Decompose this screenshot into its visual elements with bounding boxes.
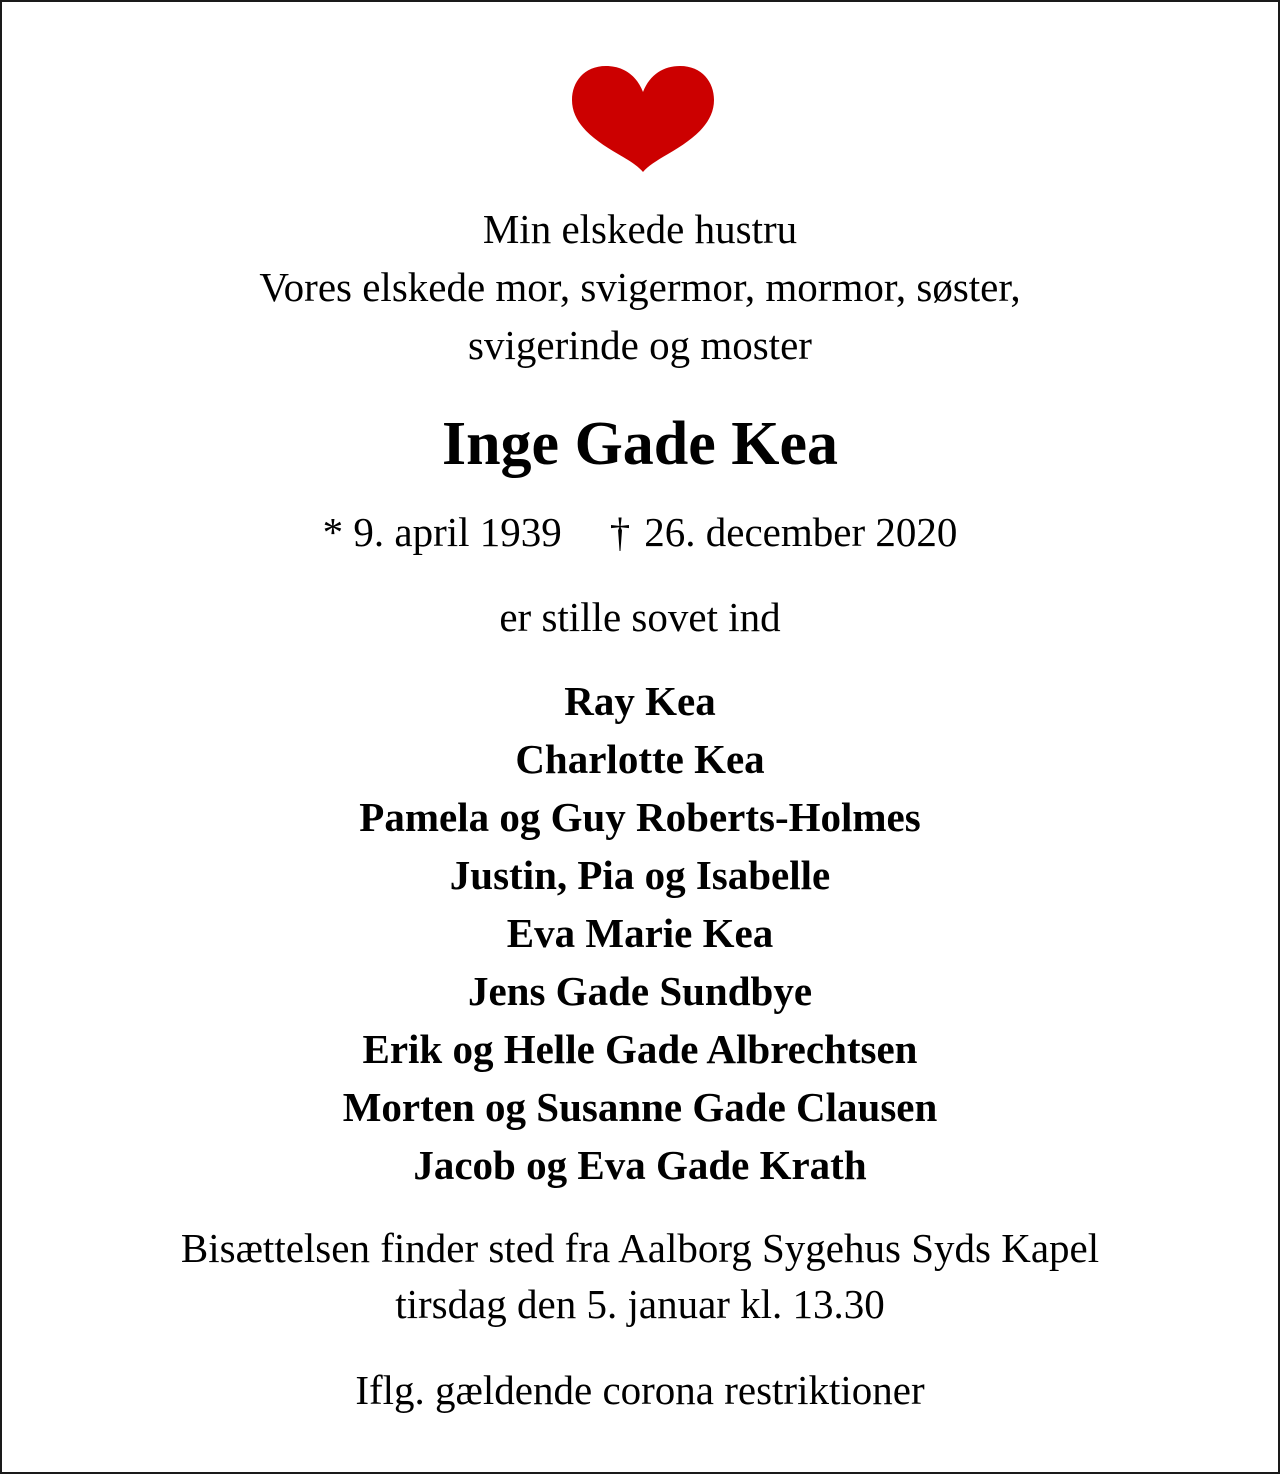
birth-symbol: * <box>322 509 344 555</box>
survivor-name: Charlotte Kea <box>515 736 765 782</box>
survivor-name: Pamela og Guy Roberts-Holmes <box>359 794 921 840</box>
survivor-name: Jacob og Eva Gade Krath <box>413 1142 867 1188</box>
intro-text <box>2 200 1278 374</box>
survivors-list <box>2 672 1278 1194</box>
restriction-note: Iflg. gældende corona restriktioner <box>355 1367 925 1413</box>
passed-text: er stille sovet ind <box>499 594 781 640</box>
life-dates <box>2 502 1278 562</box>
survivor-name: Justin, Pia og Isabelle <box>449 852 831 898</box>
survivor-name: Eva Marie Kea <box>506 910 774 956</box>
deceased-name: Inge Gade Kea <box>441 410 839 478</box>
survivor-name: Erik og Helle Gade Albrechtsen <box>362 1026 918 1072</box>
survivor-name: Morten og Susanne Gade Clausen <box>342 1084 938 1130</box>
death-date: 26. december 2020 <box>644 509 958 555</box>
intro-line: Vores elskede mor, svigermor, mormor, søster, <box>259 264 1021 310</box>
intro-line: Min elskede hustru <box>482 206 798 252</box>
funeral-details <box>2 1220 1278 1332</box>
birth-date: 9. april 1939 <box>353 509 562 555</box>
funeral-location: Bisættelsen finder sted fra Aalborg Sygehus Syds Kapel <box>180 1225 1100 1271</box>
funeral-time: tirsdag den 5. januar kl. 13.30 <box>395 1281 885 1327</box>
death-cross-icon: † <box>609 509 631 555</box>
survivor-name: Jens Gade Sundbye <box>467 968 813 1014</box>
intro-line: svigerinde og moster <box>468 322 812 368</box>
survivor-name: Ray Kea <box>564 678 716 724</box>
heart-icon <box>570 60 716 174</box>
